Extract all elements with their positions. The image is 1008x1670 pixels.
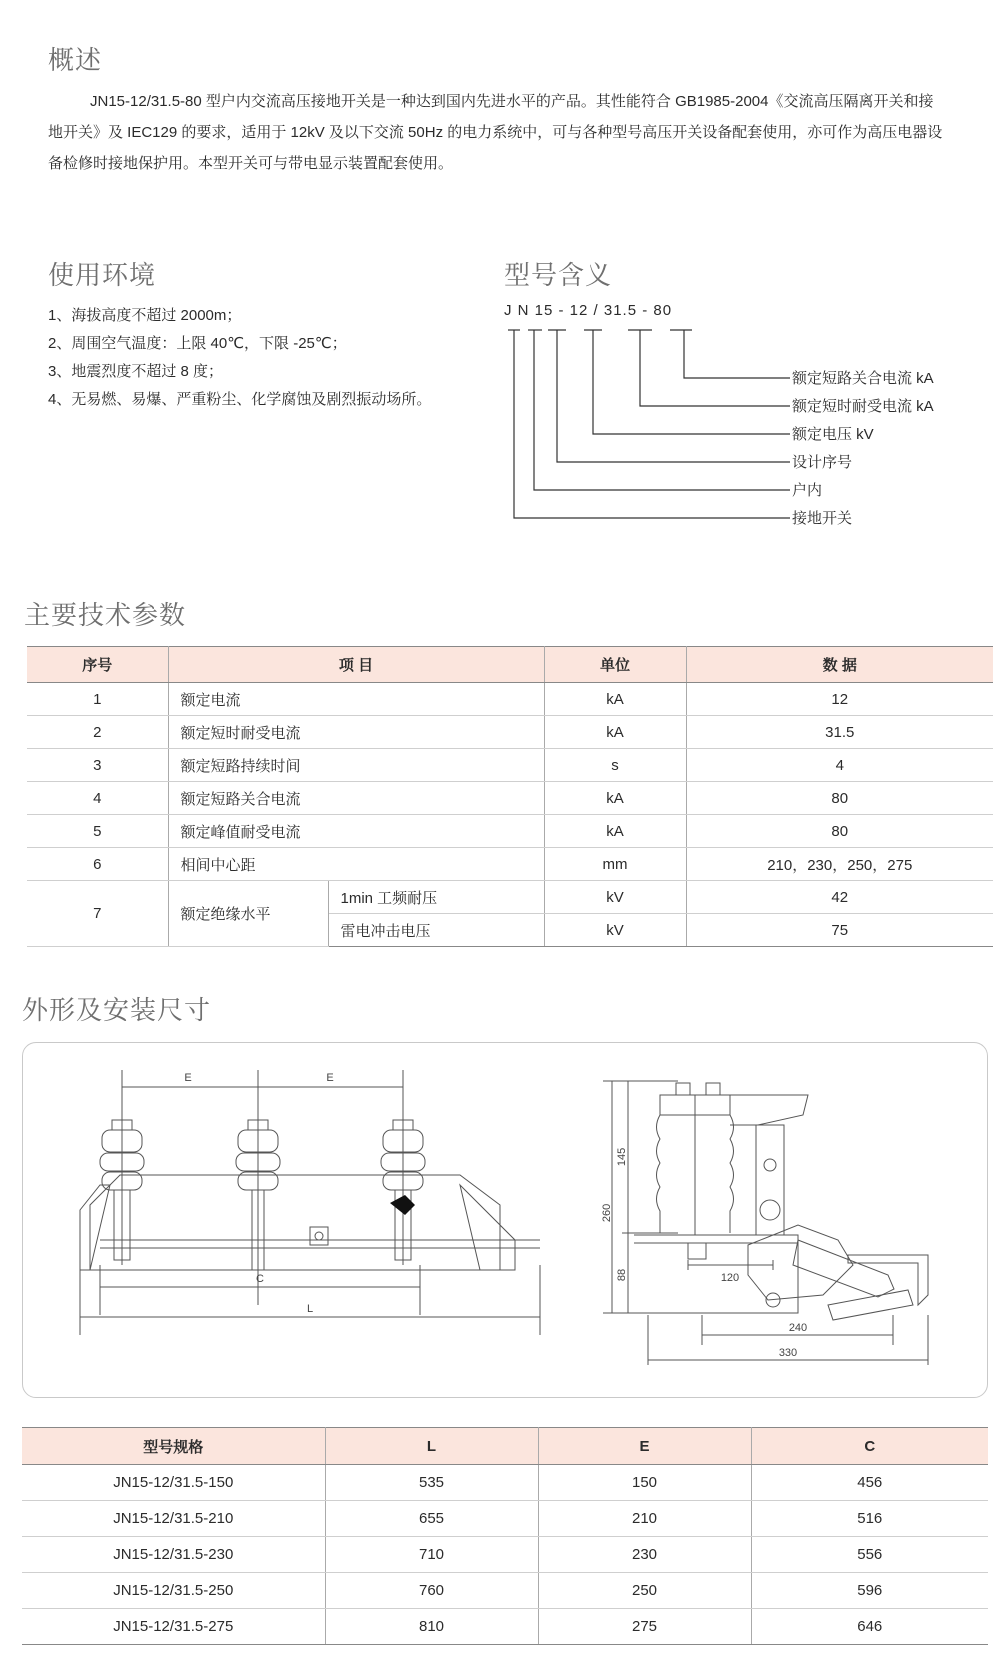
cell-unit: s [544,749,686,782]
cell-l: 760 [325,1573,538,1609]
cell-value: 42 [686,881,993,914]
cell-e: 150 [538,1465,751,1501]
table-row [27,782,993,815]
dimensions-table [22,1427,988,1645]
table-header-row [22,1428,988,1465]
cell-no: 7 [27,881,168,947]
cell-item: 额定电流 [168,683,544,716]
cell-no: 5 [27,815,168,848]
cell-unit: kA [544,815,686,848]
cell-value: 12 [686,683,993,716]
dimensions-title: 外形及安装尺寸 [22,995,212,1025]
dim-label-88: 88 [616,1268,628,1282]
cell-item: 相间中心距 [168,848,544,881]
table-row [22,1537,988,1573]
dim-label-e1: E [184,1072,192,1084]
cell-l: 535 [325,1465,538,1501]
dim-label-c: C [256,1273,264,1285]
cell-no: 1 [27,683,168,716]
params-table [27,646,993,947]
dim-label-330: 330 [778,1347,798,1359]
header-item: 项 目 [168,647,544,683]
cell-unit: kA [544,683,686,716]
table-row [22,1465,988,1501]
cell-unit: kA [544,716,686,749]
cell-value: 31.5 [686,716,993,749]
cell-item: 额定短时耐受电流 [168,716,544,749]
table-row [27,749,993,782]
header-value: 数 据 [686,647,993,683]
table-header-row [27,647,993,683]
cell-l: 710 [325,1537,538,1573]
dim-label-l: L [306,1303,314,1315]
table-row [27,815,993,848]
model-label: 户内 [792,482,823,499]
environment-title: 使用环境 [48,260,157,290]
cell-subitem: 雷电冲击电压 [328,914,544,947]
cell-model: JN15-12/31.5-275 [22,1609,325,1645]
front-view-drawing [60,1065,560,1355]
dim-label-260: 260 [601,1203,613,1223]
cell-e: 210 [538,1501,751,1537]
dim-label-145: 145 [616,1147,628,1167]
cell-value: 75 [686,914,993,947]
cell-unit: kA [544,782,686,815]
cell-value: 80 [686,782,993,815]
cell-item: 额定短路关合电流 [168,782,544,815]
header-l: L [325,1428,538,1465]
cell-e: 230 [538,1537,751,1573]
model-label: 接地开关 [792,510,853,527]
cell-value: 210，230，250，275 [686,848,993,881]
model-label: 额定短时耐受电流 kA [792,398,934,415]
header-no: 序号 [27,647,168,683]
overview-text: JN15-12/31.5-80 型户内交流高压接地开关是一种达到国内先进水平的产品。其性能符合 GB1985-2004《交流高压隔离开关和接地开关》及 IEC129 的要求，适用于 12kV 及以下交流 50Hz 的电力系统中，可与各种型号高压开关设备配套使用，亦可作为高压电器设备检修时接地保护用。本型开关可与带电显示装置配套使用。 [48,93,943,172]
params-title: 主要技术参数 [24,600,187,630]
table-row [27,881,993,914]
cell-l: 810 [325,1609,538,1645]
header-model: 型号规格 [22,1428,325,1465]
list-item: 4、无易燃、易爆、严重粉尘、化学腐蚀及剧烈振动场所。 [48,391,432,408]
cell-model: JN15-12/31.5-250 [22,1573,325,1609]
cell-value: 80 [686,815,993,848]
cell-unit: mm [544,848,686,881]
cell-l: 655 [325,1501,538,1537]
table-row [22,1609,988,1645]
cell-model: JN15-12/31.5-210 [22,1501,325,1537]
cell-no: 3 [27,749,168,782]
cell-no: 6 [27,848,168,881]
dim-label-120: 120 [720,1272,740,1284]
cell-c: 646 [751,1609,988,1645]
cell-no: 2 [27,716,168,749]
model-meaning-title: 型号含义 [504,260,613,290]
cell-c: 556 [751,1537,988,1573]
cell-model: JN15-12/31.5-150 [22,1465,325,1501]
header-e: E [538,1428,751,1465]
model-label: 额定电压 kV [792,426,874,443]
model-label: 设计序号 [792,454,853,471]
cell-unit: kV [544,881,686,914]
model-code: J N 15 - 12 / 31.5 - 80 [504,302,673,319]
model-label: 额定短路关合电流 kA [792,370,934,387]
cell-subitem: 1min 工频耐压 [328,881,544,914]
list-item: 3、地震烈度不超过 8 度； [48,363,224,380]
cell-item: 额定峰值耐受电流 [168,815,544,848]
cell-e: 275 [538,1609,751,1645]
environment-list [48,302,431,414]
cell-c: 596 [751,1573,988,1609]
table-row [27,683,993,716]
table-row [27,848,993,881]
cell-item: 额定短路持续时间 [168,749,544,782]
overview-title: 概述 [48,45,103,75]
cell-no: 4 [27,782,168,815]
cell-unit: kV [544,914,686,947]
cell-item: 额定绝缘水平 [168,881,328,947]
table-row [22,1573,988,1609]
list-item: 2、周围空气温度：上限 40℃，下限 -25℃； [48,335,347,352]
list-item: 1、海拔高度不超过 2000m； [48,307,242,324]
table-row [22,1501,988,1537]
dim-label-240: 240 [788,1322,808,1334]
cell-e: 250 [538,1573,751,1609]
cell-model: JN15-12/31.5-230 [22,1537,325,1573]
side-view-drawing [598,1065,968,1365]
cell-c: 516 [751,1501,988,1537]
table-row [27,716,993,749]
dim-label-e2: E [326,1072,334,1084]
header-unit: 单位 [544,647,686,683]
cell-c: 456 [751,1465,988,1501]
header-c: C [751,1428,988,1465]
model-meaning-diagram [500,318,800,528]
cell-value: 4 [686,749,993,782]
